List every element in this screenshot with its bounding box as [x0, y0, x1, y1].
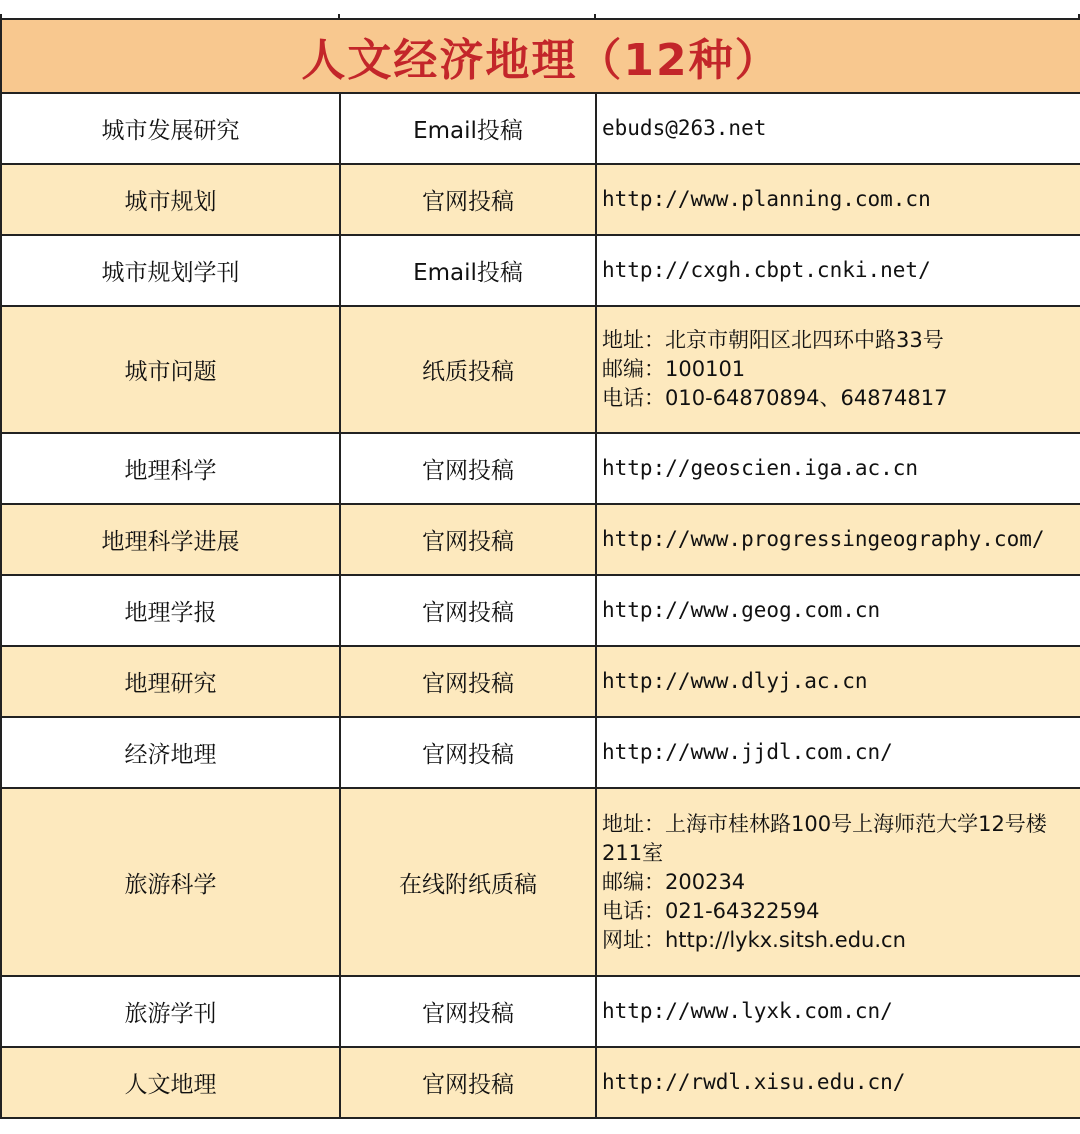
- submission-method: 官网投稿: [340, 1047, 596, 1118]
- contact-address: 地址：北京市朝阳区北四环中路33号: [602, 328, 944, 352]
- top-strip: [0, 0, 1080, 20]
- contact-info: [596, 1047, 1080, 1118]
- submission-method: 官网投稿: [340, 164, 596, 235]
- contact-info: [596, 306, 1080, 433]
- journal-name: 城市规划学刊: [1, 235, 340, 306]
- table-row: [1, 235, 1080, 306]
- table-row: [1, 788, 1080, 976]
- submission-method: 官网投稿: [340, 976, 596, 1047]
- contact-phone: 电话：021-64322594: [602, 898, 820, 923]
- table-row: [1, 575, 1080, 646]
- journal-name: 地理科学: [1, 433, 340, 504]
- submission-method: 在线附纸质稿: [340, 788, 596, 976]
- contact-website: 网址：http://lykx.sitsh.edu.cn: [602, 927, 906, 952]
- contact-line: http://geoscien.iga.ac.cn: [602, 456, 919, 480]
- journal-name: 城市规划: [1, 164, 340, 235]
- contact-postcode: 邮编：100101: [602, 357, 746, 381]
- submission-method: 官网投稿: [340, 433, 596, 504]
- contact-line: http://www.dlyj.ac.cn: [602, 669, 868, 693]
- table-row: [1, 164, 1080, 235]
- contact-line: http://www.jjdl.com.cn/: [602, 740, 893, 764]
- journal-name: 城市发展研究: [1, 93, 340, 164]
- journal-name: 城市问题: [1, 306, 340, 433]
- journal-table: [0, 18, 1080, 1119]
- contact-line: http://www.planning.com.cn: [602, 187, 931, 211]
- table-title-row: [1, 19, 1080, 93]
- submission-method: 官网投稿: [340, 646, 596, 717]
- contact-info: [596, 93, 1080, 164]
- contact-line: http://www.lyxk.com.cn/: [602, 999, 893, 1023]
- contact-address: 地址：上海市桂林路100号上海师范大学12号楼211室: [602, 811, 1047, 865]
- contact-info: [596, 788, 1080, 976]
- table-row: [1, 306, 1080, 433]
- table-row: [1, 504, 1080, 575]
- contact-info: [596, 717, 1080, 788]
- submission-method: 官网投稿: [340, 575, 596, 646]
- submission-method: Email投稿: [340, 235, 596, 306]
- table-title: 人文经济地理（12种）: [1, 19, 1080, 93]
- table-row: [1, 976, 1080, 1047]
- contact-line: http://www.geog.com.cn: [602, 598, 881, 622]
- table-row: [1, 433, 1080, 504]
- journal-name: 旅游科学: [1, 788, 340, 976]
- table-row: [1, 646, 1080, 717]
- journal-name: 人文地理: [1, 1047, 340, 1118]
- contact-info: [596, 433, 1080, 504]
- table-row: [1, 717, 1080, 788]
- contact-info: [596, 575, 1080, 646]
- submission-method: 纸质投稿: [340, 306, 596, 433]
- contact-info: [596, 235, 1080, 306]
- table-row: [1, 93, 1080, 164]
- contact-phone: 电话：010-64870894、64874817: [602, 386, 948, 410]
- contact-line: http://www.progressingeography.com/: [602, 527, 1045, 551]
- contact-line: ebuds@263.net: [602, 116, 767, 140]
- journal-name: 地理学报: [1, 575, 340, 646]
- journal-name: 地理研究: [1, 646, 340, 717]
- submission-method: 官网投稿: [340, 717, 596, 788]
- contact-info: [596, 646, 1080, 717]
- journal-name: 旅游学刊: [1, 976, 340, 1047]
- contact-info: [596, 976, 1080, 1047]
- contact-line: http://cxgh.cbpt.cnki.net/: [602, 258, 931, 282]
- submission-method: 官网投稿: [340, 504, 596, 575]
- contact-line: http://rwdl.xisu.edu.cn/: [602, 1070, 906, 1094]
- table-row: [1, 1047, 1080, 1118]
- contact-info: [596, 164, 1080, 235]
- journal-name: 经济地理: [1, 717, 340, 788]
- bottom-strip: [0, 1120, 1080, 1134]
- submission-method: Email投稿: [340, 93, 596, 164]
- contact-info: [596, 504, 1080, 575]
- journal-name: 地理科学进展: [1, 504, 340, 575]
- contact-postcode: 邮编：200234: [602, 869, 746, 894]
